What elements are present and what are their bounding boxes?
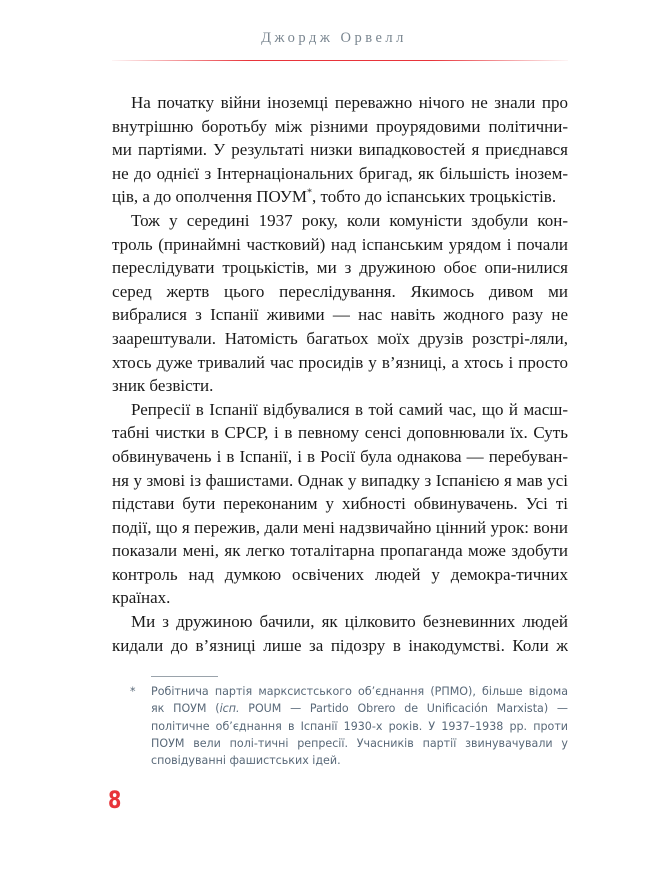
paragraph-3: Репресії в Іспанії відбувалися в той самий час, що й масш-табні чистки в СРСР, і в певному сенсі доповнювали їх. Суть обвинувачень і в Іспанії, і в Росії була однакова — перебуван-ня у змові із фашистами. Однак у випадку з Іспанією я мав усі підстави бути переконаним у хибності обвинувачень. Усі ті події, що я пережив, дали мені надзвичайно цінний урок: вони показали мені, як легко тоталітарна пропаганда може здобути контроль над думкою освічених людей у демокра-тичних країнах. bbox=[112, 399, 568, 608]
footnote-reference: * bbox=[307, 187, 313, 199]
header-divider bbox=[112, 60, 568, 61]
footnote-text-start: Робітнича партія марксистського об’єднання (РПМО), більше відома як ПОУМ ( bbox=[151, 685, 568, 716]
footnote-italic: ісп. bbox=[219, 702, 240, 716]
main-text bbox=[112, 91, 568, 657]
paragraph-4: Ми з дружиною бачили, як цілковито безневинних людей кидали до в’язниці лише за підозру в інакодумстві. Коли ж bbox=[112, 612, 568, 655]
footnote-text-end: POUM — Partido Obrero de Unificación Marxista) — політичне об’єднання в Іспанії 1930-х років. У 1937–1938 рр. проти ПОУМ вели полі-тичні репресії. Учасників партії звинувачували у сповідуванні фашистських ідей. bbox=[151, 702, 568, 768]
paragraph-2: Тож у середині 1937 року, коли комуністи здобули кон-троль (принаймні частковий) над іспанським урядом і почали переслідувати троцькістів, ми з дружиною обоє опи-нилися серед жертв цього переслідування. Якимось дивом ми вибралися з Іспанії живими — нас навіть жодного разу не заарештували. Натомість багатьох моїх друзів розстрі-ляли, хтось дуже тривалий час просидів у в’язниці, а хтось і просто зник безвісти. bbox=[112, 210, 568, 396]
running-header: Джордж Орвелл bbox=[261, 30, 407, 46]
footnote-divider bbox=[151, 676, 218, 677]
paragraph-1-text: На початку війни іноземці переважно нічого не знали про внутрішню боротьбу між різними проурядовими політични-ми партіями. У результаті низки випадковостей я приєднався не до однієї з Інтернаціональних бригад, як більшість інозем-ців, а до ополчення ПОУМ bbox=[112, 93, 568, 207]
footnote bbox=[130, 683, 568, 769]
paragraph-1-text-end: , тобто до іспанських троцькістів. bbox=[312, 187, 557, 207]
footnote-marker: * bbox=[130, 685, 136, 698]
paragraph-1 bbox=[112, 91, 568, 209]
page-number: 8 bbox=[108, 786, 122, 814]
footnote-text bbox=[151, 683, 568, 769]
